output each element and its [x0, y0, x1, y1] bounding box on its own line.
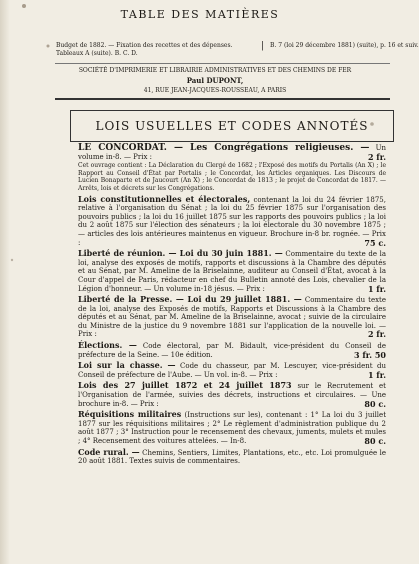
- entry-text: Commentaire du texte de la loi, analyse des Exposés de motifs, Rapports et Discussions à la Chambre des députés et au Sénat, par M. Ameline de la Briselainne, avocat ; suivie de la circulaire du Ministre de la justice du 9 novembre 1881 sur l'application de la nouvelle loi. — Prix :: [78, 296, 387, 339]
- list-item: [78, 195, 386, 248]
- entries-list: [78, 144, 386, 564]
- entry-heading: Liberté de réunion. — Loi du 30 juin 1881. —: [78, 248, 283, 259]
- entry-heading: Code rural. —: [78, 446, 140, 457]
- list-item: [78, 249, 386, 293]
- entry-price: 3 fr. 50: [354, 349, 386, 360]
- list-item: [78, 144, 386, 193]
- summary-right: B. 7 (loi 29 décembre 1881) (suite), p. 16 et suiv.: [270, 42, 419, 49]
- entry-text: Code électoral, par M. Bidault, vice-président du Conseil de préfecture de la Seine. — 10e édition.: [78, 342, 387, 359]
- list-item: [78, 361, 386, 379]
- divider-thick: [55, 98, 390, 100]
- entry-text: Un volume in-8. — Prix :: [78, 144, 386, 161]
- entry-price: 80 c.: [364, 398, 386, 409]
- list-item: [78, 295, 386, 339]
- publisher-address: 41, RUE JEAN-JACQUES-ROUSSEAU, A PARIS: [143, 87, 287, 94]
- divider: [55, 63, 390, 64]
- entry-price: 1 fr.: [367, 369, 386, 380]
- page-fold-shadow: [0, 0, 10, 564]
- entry-heading: Lois constitutionnelles et électorales,: [78, 193, 251, 204]
- list-item: [78, 448, 386, 466]
- entry-text: Code du chasseur, par M. Lescuyer, vice-président du Conseil de préfecture de l'Aube. — Un vol. in-8. — Prix :: [78, 362, 386, 379]
- entry-heading: Élections. —: [78, 340, 137, 351]
- entry-text: Commentaire du texte de la loi, analyse des exposés de motifs, rapports et discussions à la Chambre des députés et au Sénat, par M. Ameline de la Briselainne, auditeur au Conseil d'État, avocat à la Cour d'appel de Paris, rédacteur en chef du Bulletin annoté des Lois, chevalier de la Légion d'honneur. — Un volume in-18 jésus. — Prix :: [78, 250, 386, 293]
- publisher-block: [40, 66, 390, 96]
- summary-left: Budget de 1882. — Fixation des recettes et des dépenses. Tableaux A (suite). B. C. D.: [56, 42, 233, 57]
- table-of-contents-summary: [56, 41, 419, 60]
- entry-heading: LE CONCORDAT. — Les Congrégations religieuses. —: [78, 143, 370, 153]
- publisher-name: Paul DUPONT,: [186, 76, 244, 85]
- entry-text: (Instructions sur les), contenant : 1° La loi du 3 juillet 1877 sur les réquisitions militaires ; 2° Le règlement d'administration publique du 2 août 1877 ; 3° Instruction pour le recensement des chevaux, juments, mulets et mules ; 4° Recensement des voitures attelées. — In-8.: [78, 411, 387, 445]
- entry-heading: Réquisitions militaires: [78, 409, 182, 420]
- entry-price: 1 fr.: [367, 283, 386, 294]
- entry-price: 80 c.: [364, 436, 386, 446]
- entry-text: Chemins, Sentiers, Limites, Plantations, etc., etc. Loi promulguée le 20 août 1881. Textes suivis de commentaires.: [78, 448, 387, 466]
- list-item: [78, 341, 386, 359]
- page-title: TABLE DES MATIÈRES: [120, 8, 280, 21]
- entry-text: sur le Recrutement et l'Organisation de l'armée, suivies des décrets, instructions et circulaires. — Une brochure in-8. — Prix :: [78, 382, 386, 408]
- section-title: LOIS USUELLES ET CODES ANNOTÉS: [95, 119, 369, 133]
- list-item: [78, 410, 386, 445]
- entry-price: 75 c.: [364, 237, 386, 248]
- entry-description: Cet ouvrage contient : La Déclaration du Clergé de 1682 ; l'Exposé des motifs du Portalis (An X) ; le Rapport au Conseil d'État par Portalis ; le Concordat, les Articles organiques. Les Discours de Lucien Bonaparte et de Jaucourt (An X) ; le Concordat de 1813 ; le projet de Concordat de 1817. — Arrêts, lois et décrets sur les Congrégations.: [78, 162, 386, 192]
- entry-heading: Liberté de la Presse. — Loi du 29 juillet 1881. —: [78, 294, 302, 305]
- entry-text: contenant la loi du 24 février 1875, relative à l'organisation du Sénat ; la loi du 25 février 1875 sur l'organisation des pouvoirs publics ; la loi du 16 juillet 1875 sur les rapports des pouvoirs publics ; la loi du 2 août 1875 sur l'élection des sénateurs ; la loi électorale du 30 novembre 1875 ; — articles des lois antérieures maintenus en vigueur. Brochure in-8 br. rognée. — Prix :: [78, 195, 386, 247]
- section-title-box: [70, 110, 394, 142]
- foxing-spot: [11, 259, 13, 261]
- entry-heading: Loi sur la chasse. —: [78, 360, 176, 371]
- foxing-spot: [47, 45, 50, 48]
- publisher-line: SOCIÉTÉ D'IMPRIMERIE ET LIBRAIRIE ADMINISTRATIVES ET DES CHEMINS DE FER: [78, 67, 352, 74]
- entry-heading: Lois des 27 juillet 1872 et 24 juillet 1873: [78, 380, 292, 391]
- entry-price: 2 fr.: [367, 151, 386, 162]
- list-item: [78, 381, 386, 408]
- summary-separator: |: [261, 41, 265, 51]
- entry-price: 2 fr.: [367, 329, 386, 340]
